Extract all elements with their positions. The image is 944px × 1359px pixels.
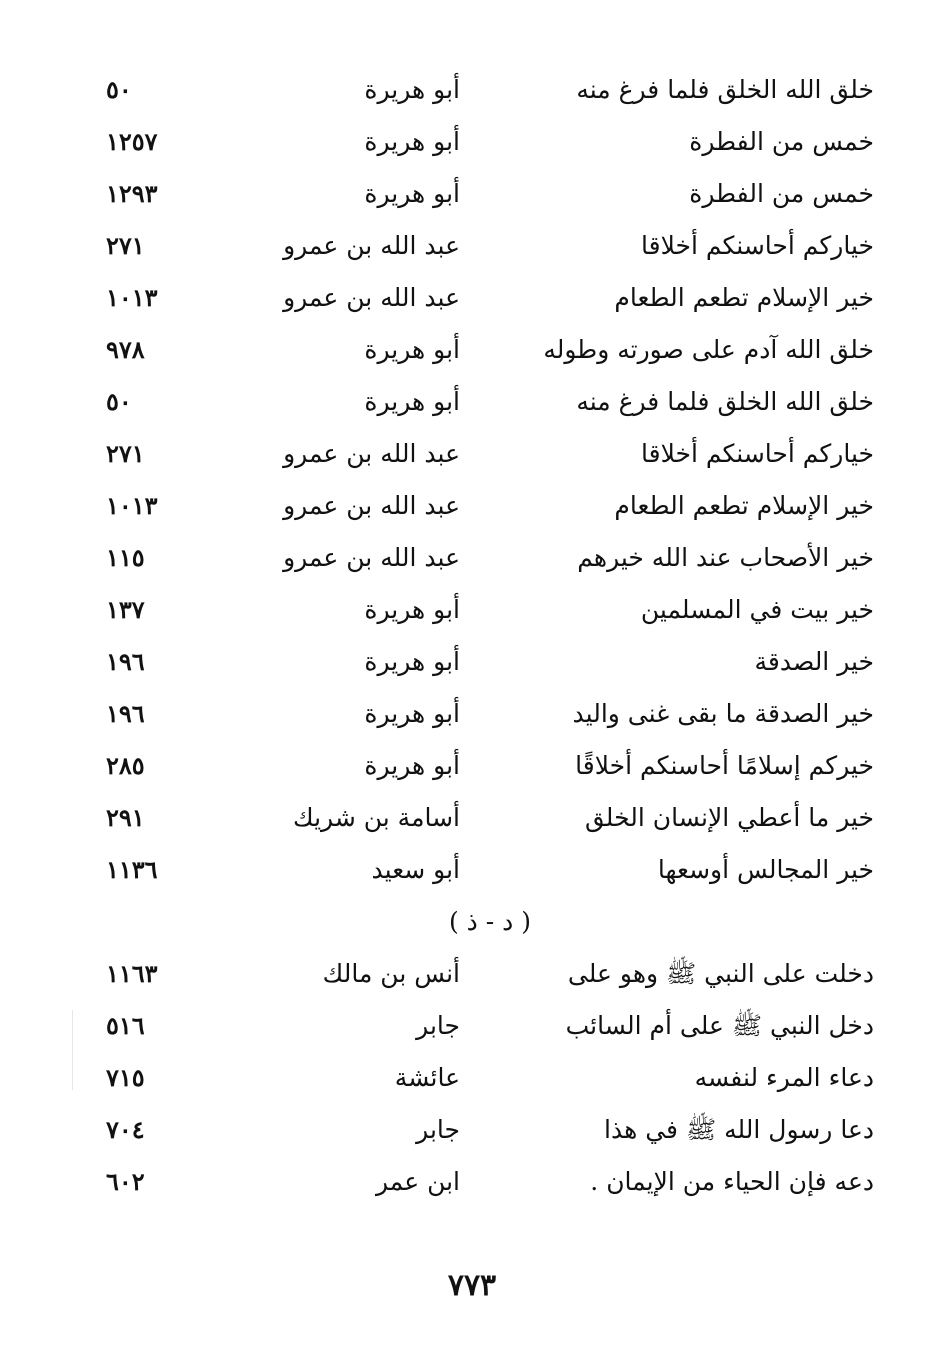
reference-number: ٧١٥ bbox=[106, 1063, 145, 1092]
table-row bbox=[0, 636, 944, 688]
reference-number: ٢٩١ bbox=[106, 803, 145, 832]
narrator-name: جابر bbox=[416, 1115, 460, 1144]
narrator-name: عبد الله بن عمرو bbox=[283, 491, 460, 520]
reference-number: ١٠١٣ bbox=[106, 491, 158, 520]
hadith-text: خمس من الفطرة bbox=[689, 179, 874, 208]
table-row bbox=[0, 220, 944, 272]
table-row bbox=[0, 948, 944, 1000]
narrator-name: جابر bbox=[416, 1011, 460, 1040]
reference-number: ١٣٧ bbox=[106, 595, 145, 624]
table-row bbox=[0, 428, 944, 480]
narrator-name: عبد الله بن عمرو bbox=[283, 283, 460, 312]
hadith-text: دخلت على النبي ﷺ وهو على bbox=[567, 959, 874, 988]
table-row bbox=[0, 168, 944, 220]
table-row bbox=[0, 1052, 944, 1104]
narrator-name: أنس بن مالك bbox=[322, 959, 460, 988]
narrator-name: عبد الله بن عمرو bbox=[283, 543, 460, 572]
narrator-name: أبو هريرة bbox=[364, 127, 460, 156]
table-row bbox=[0, 740, 944, 792]
hadith-text: خير الإسلام تطعم الطعام bbox=[614, 283, 874, 312]
table-row bbox=[0, 480, 944, 532]
hadith-text: خيركم إسلامًا أحاسنكم أخلاقًا bbox=[575, 751, 874, 780]
page-number: ٧٧٣ bbox=[447, 1268, 497, 1303]
hadith-text: خير ما أعطي الإنسان الخلق bbox=[584, 803, 874, 832]
table-row bbox=[0, 116, 944, 168]
narrator-name: أبو هريرة bbox=[364, 75, 460, 104]
hadith-text: دعه فإن الحياء من الإيمان . bbox=[590, 1167, 874, 1196]
reference-number: ٥٠ bbox=[106, 75, 132, 104]
reference-number: ٥٠ bbox=[106, 387, 132, 416]
hadith-index-table bbox=[0, 64, 944, 1208]
table-row bbox=[0, 324, 944, 376]
table-row bbox=[0, 584, 944, 636]
table-row bbox=[0, 688, 944, 740]
narrator-name: أبو هريرة bbox=[364, 595, 460, 624]
reference-number: ١٩٦ bbox=[106, 647, 145, 676]
table-row bbox=[0, 1104, 944, 1156]
reference-number: ١٩٦ bbox=[106, 699, 145, 728]
reference-number: ٥١٦ bbox=[106, 1011, 145, 1040]
hadith-text: خياركم أحاسنكم أخلاقا bbox=[641, 231, 874, 260]
reference-number: ١١٦٣ bbox=[106, 959, 158, 988]
narrator-name: أبو هريرة bbox=[364, 699, 460, 728]
narrator-name: أبو هريرة bbox=[364, 179, 460, 208]
narrator-name: عبد الله بن عمرو bbox=[283, 439, 460, 468]
margin-rule bbox=[72, 1010, 73, 1090]
hadith-text: خير الصدقة bbox=[754, 647, 874, 676]
hadith-text: خلق الله آدم على صورته وطوله bbox=[543, 335, 874, 364]
hadith-text: خياركم أحاسنكم أخلاقا bbox=[641, 439, 874, 468]
hadith-text: دعا رسول الله ﷺ في هذا bbox=[604, 1115, 874, 1144]
narrator-name: ابن عمر bbox=[375, 1167, 460, 1196]
reference-number: ١٠١٣ bbox=[106, 283, 158, 312]
hadith-text: خير الإسلام تطعم الطعام bbox=[614, 491, 874, 520]
hadith-text: خلق الله الخلق فلما فرغ منه bbox=[576, 387, 874, 416]
reference-number: ٢٧١ bbox=[106, 439, 145, 468]
narrator-name: أبو سعيد bbox=[371, 855, 460, 884]
hadith-text: خير الأصحاب عند الله خيرهم bbox=[577, 543, 874, 572]
table-row bbox=[0, 1000, 944, 1052]
table-row bbox=[0, 844, 944, 896]
hadith-text: خير الصدقة ما بقى غنى واليد bbox=[572, 699, 874, 728]
table-row bbox=[0, 272, 944, 324]
hadith-text: خير بيت في المسلمين bbox=[640, 595, 874, 624]
hadith-text: دخل النبي ﷺ على أم السائب bbox=[565, 1011, 874, 1040]
reference-number: ٢٧١ bbox=[106, 231, 145, 260]
table-row bbox=[0, 64, 944, 116]
narrator-name: عائشة bbox=[394, 1063, 460, 1092]
reference-number: ١٢٥٧ bbox=[106, 127, 158, 156]
table-row bbox=[0, 532, 944, 584]
reference-number: ١١٥ bbox=[106, 543, 145, 572]
table-row bbox=[0, 376, 944, 428]
reference-number: ١١٣٦ bbox=[106, 855, 158, 884]
narrator-name: أبو هريرة bbox=[364, 387, 460, 416]
reference-number: ٩٧٨ bbox=[106, 335, 145, 364]
table-row bbox=[0, 792, 944, 844]
hadith-text: خمس من الفطرة bbox=[689, 127, 874, 156]
reference-number: ١٢٩٣ bbox=[106, 179, 158, 208]
reference-number: ٦٠٢ bbox=[106, 1167, 145, 1196]
reference-number: ٧٠٤ bbox=[106, 1115, 145, 1144]
narrator-name: أسامة بن شريك bbox=[293, 803, 460, 832]
section-heading bbox=[0, 896, 944, 948]
table-row bbox=[0, 1156, 944, 1208]
narrator-name: أبو هريرة bbox=[364, 647, 460, 676]
hadith-text: خير المجالس أوسعها bbox=[657, 855, 874, 884]
narrator-name: عبد الله بن عمرو bbox=[283, 231, 460, 260]
hadith-text: دعاء المرء لنفسه bbox=[694, 1063, 874, 1092]
section-heading-label: ( د - ذ ) bbox=[448, 907, 531, 936]
narrator-name: أبو هريرة bbox=[364, 751, 460, 780]
hadith-text: خلق الله الخلق فلما فرغ منه bbox=[576, 75, 874, 104]
reference-number: ٢٨٥ bbox=[106, 751, 145, 780]
narrator-name: أبو هريرة bbox=[364, 335, 460, 364]
